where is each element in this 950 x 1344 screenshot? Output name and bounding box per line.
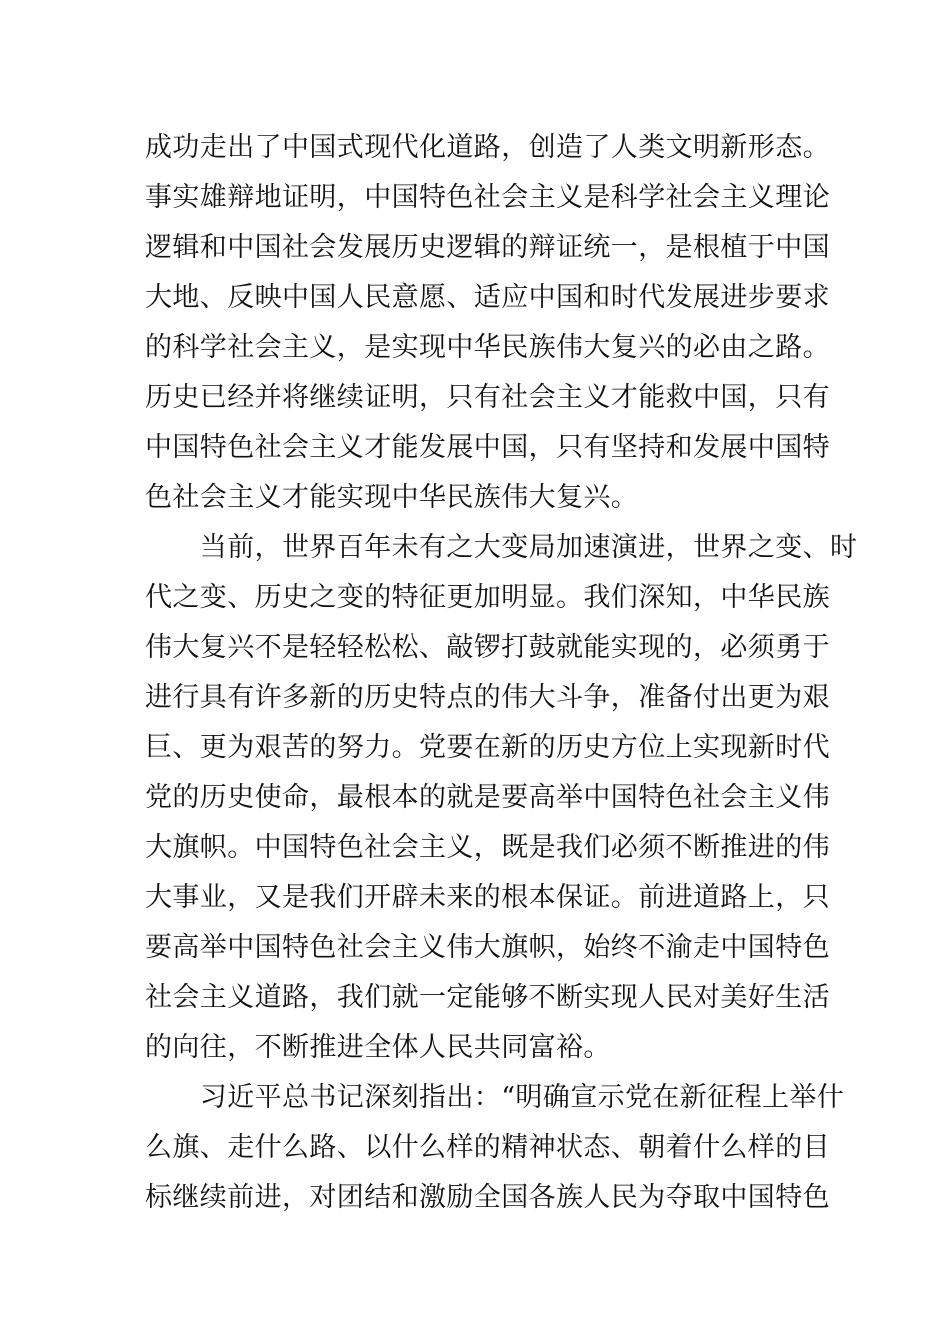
text-line: 伟大复兴不是轻轻松松、敲锣打鼓就能实现的，必须勇于 <box>145 632 830 663</box>
text-line: 中国特色社会主义才能发展中国，只有坚持和发展中国特 <box>145 432 830 463</box>
text-line: 么旗、走什么路、以什么样的精神状态、朝着什么样的目 <box>145 1132 830 1163</box>
text-line: 大地、反映中国人民意愿、适应中国和时代发展进步要求 <box>145 282 830 313</box>
text-line: 党的历史使命，最根本的就是要高举中国特色社会主义伟 <box>145 782 830 813</box>
text-line: 的科学社会主义，是实现中华民族伟大复兴的必由之路。 <box>145 332 830 363</box>
text-line: 历史已经并将继续证明，只有社会主义才能救中国，只有 <box>145 382 830 413</box>
text-line: 的向往，不断推进全体人民共同富裕。 <box>145 1032 611 1063</box>
text-line: 进行具有许多新的历史特点的伟大斗争，准备付出更为艰 <box>145 682 830 713</box>
text-line: 代之变、历史之变的特征更加明显。我们深知，中华民族 <box>145 582 830 613</box>
text-line: 事实雄辩地证明，中国特色社会主义是科学社会主义理论 <box>145 182 830 213</box>
text-line: 社会主义道路，我们就一定能够不断实现人民对美好生活 <box>145 982 830 1013</box>
text-line: 大事业，又是我们开辟未来的根本保证。前进道路上，只 <box>145 882 830 913</box>
text-line: 大旗帜。中国特色社会主义，既是我们必须不断推进的伟 <box>145 832 830 863</box>
document-text-body <box>145 123 858 1223</box>
text-line: 标继续前进，对团结和激励全国各族人民为夺取中国特色 <box>145 1182 830 1213</box>
text-line: 色社会主义才能实现中华民族伟大复兴。 <box>145 482 639 513</box>
text-line: 逻辑和中国社会发展历史逻辑的辩证统一，是根植于中国 <box>145 232 830 263</box>
text-line: 巨、更为艰苦的努力。党要在新的历史方位上实现新时代 <box>145 732 830 763</box>
text-line: 成功走出了中国式现代化道路，创造了人类文明新形态。 <box>145 132 830 163</box>
text-line: 习近平总书记深刻指出：“明确宣示党在新征程上举什 <box>145 1082 845 1113</box>
text-line: 当前，世界百年未有之大变局加速演进，世界之变、时 <box>145 532 858 563</box>
text-line: 要高举中国特色社会主义伟大旗帜，始终不渝走中国特色 <box>145 932 830 963</box>
